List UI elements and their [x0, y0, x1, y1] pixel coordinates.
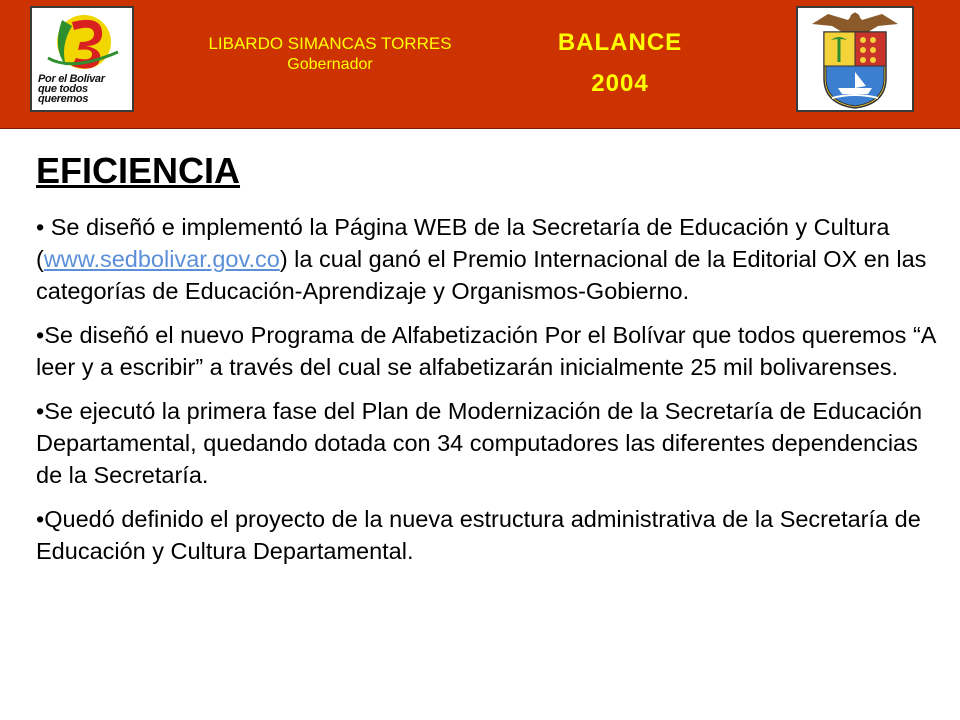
- header-bar: [0, 0, 960, 129]
- content-body: [36, 211, 948, 579]
- page-title: EFICIENCIA: [36, 150, 241, 191]
- sedbolivar-link[interactable]: www.sedbolivar.gov.co: [43, 246, 280, 272]
- bullet-estructura: •Quedó definido el proyecto de la nueva estructura administrativa de la Secretaría de Educación y Cultura Departamental.: [36, 506, 921, 564]
- balance-year: 2004: [591, 70, 649, 97]
- balance-label: BALANCE: [557, 29, 683, 56]
- governor-title: Gobernador: [287, 56, 373, 73]
- coat-of-arms-icon: [798, 8, 912, 110]
- governor-name: LIBARDO SIMANCAS TORRES: [208, 34, 452, 53]
- campaign-logo: [30, 6, 134, 112]
- coat-of-arms: [796, 6, 914, 112]
- logo-slogan: Por el Bolívar que todos queremos: [38, 73, 105, 105]
- b-swoosh-icon: [32, 8, 134, 74]
- bullet-web-page: • Se diseñó e implementó la Página WEB de la Secretaría de Educación y Cultura (www.sedbolivar.gov.co) la cual ganó el Premio Internacional de la Editorial OX en las categorías de Educación-Aprendizaje y Organismos-Gobierno.: [36, 214, 927, 304]
- bullet-alfabetizacion: •Se diseñó el nuevo Programa de Alfabetización Por el Bolívar que todos queremos “A leer y a escribir” a través del cual se alfabetizarán inicialmente 25 mil bolivarenses.: [36, 322, 936, 380]
- bullet-modernizacion: •Se ejecutó la primera fase del Plan de Modernización de la Secretaría de Educación Departamental, quedando dotada con 34 computadores las diferentes dependencias de la Secretaría.: [36, 398, 923, 488]
